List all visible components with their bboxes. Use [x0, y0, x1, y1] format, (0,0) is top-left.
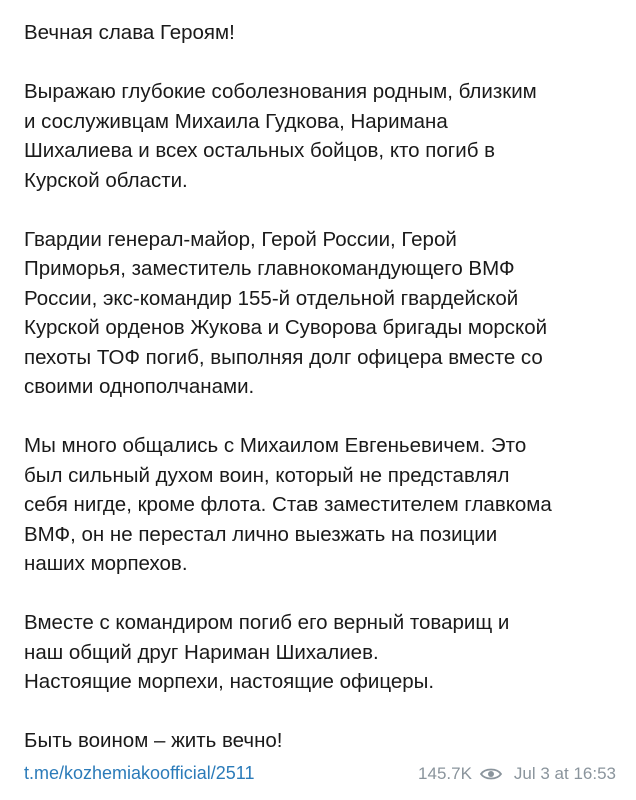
eye-icon — [480, 767, 502, 781]
message-paragraph-5: Вместе с командиром погиб его верный товарищ и наш общий друг Нариман Шихалиев. Настоящие морпехи, настоящие офицеры. — [24, 611, 510, 693]
message-footer — [24, 759, 616, 789]
post-link[interactable]: t.me/kozhemiakoofficial/2511 — [24, 763, 255, 784]
message-paragraph-3: Гвардии генерал-майор, Герой России, Герой Приморья, заместитель главнокомандующего ВМФ России, экс-командир 155-й отдельной гвардейской Курской орденов Жукова и Суворова бригады морской пехоты ТОФ погиб, выполняя долг офицера вместе со своими однополчанами. — [24, 227, 548, 398]
message-timestamp: Jul 3 at 16:53 — [513, 764, 616, 784]
message-paragraph-4: Мы много общались с Михаилом Евгеньевичем. Это был сильный духом воин, который не представлял себя нигде, кроме флота. Став заместителем главкома ВМФ, он не перестал лично выезжать на позиции наших морпехов. — [24, 434, 552, 575]
view-count: 145.7K — [418, 764, 472, 784]
message-paragraph-1: Вечная слава Героям! — [24, 21, 235, 44]
message-paragraph-6: Быть воином – жить вечно! — [24, 729, 283, 752]
message-meta — [418, 759, 616, 789]
message-paragraph-2: Выражаю глубокие соболезнования родным, близким и сослуживцам Михаила Гудкова, Наримана Шихалиева и всех остальных бойцов, кто погиб в Курской области. — [24, 80, 537, 192]
